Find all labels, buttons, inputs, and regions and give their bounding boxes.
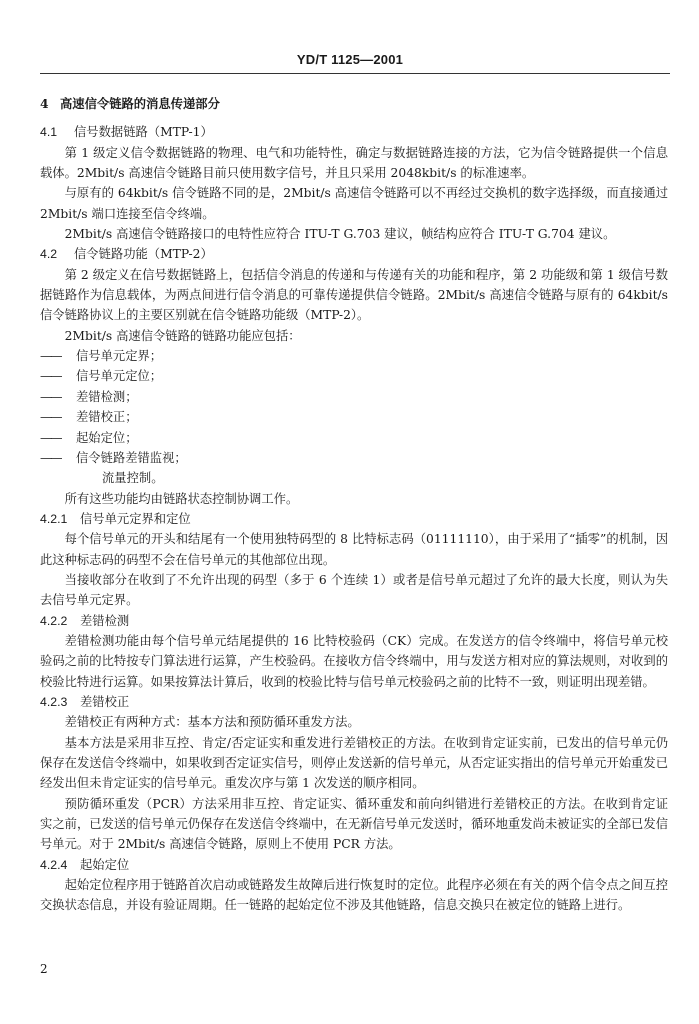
list-item-continuation: 流量控制。 xyxy=(102,471,164,486)
paragraph: 基本方法是采用非互控、肯定/否定证实和重发进行差错校正的方法。在收到肯定证实前，已发出的信号单元仍保存在发送信令终端中，如果收到否定证实信号，则停止发送新的信号单元，从否定证实指出的信号单元开始重发已经发出但未肯定证实的信号单元。重发次序与第 1 次发送的顺序相同。 xyxy=(40,735,668,791)
list-item: —— 起始定位； xyxy=(40,430,138,445)
page-number: 2 xyxy=(40,962,48,976)
section-heading-4-2-4: 4.2.4 起始定位 xyxy=(40,857,130,872)
section-heading-4-2: 4.2 信令链路功能（MTP-2） xyxy=(40,247,213,262)
paragraph: 差错检测功能由每个信号单元结尾提供的 16 比特校验码（CK）完成。在发送方的信令终端中，将信号单元校验码之前的比特按专门算法进行运算，产生校验码。在接收方信令终端中，用与发送方相对应的算法规则，对收到的校验比特进行运算。如果按算法计算后，收到的校验比特与信号单元校验码之前的比特不一致，则证明出现差错。 xyxy=(40,633,668,689)
paragraph: 第 2 级定义在信号数据链路上，包括信令消息的传递和与传递有关的功能和程序，第 2 功能级和第 1 级信号数据链路作为信息载体，为两点间进行信令消息的可靠传递提供信令链路。2Mbit/s 高速信令链路与原有的 64kbit/s 信令链路协议上的主要区别就在信令链路功能级（MTP-2）。 xyxy=(40,267,668,323)
list-item: —— 差错校正； xyxy=(40,410,138,425)
section-heading-4: 4 高速信令链路的消息传递部分 xyxy=(40,96,220,111)
document-body xyxy=(40,88,668,916)
paragraph: 2Mbit/s 高速信令链路接口的电特性应符合 ITU-T G.703 建议，帧结构应符合 ITU-T G.704 建议。 xyxy=(64,227,616,242)
paragraph: 2Mbit/s 高速信令链路的链路功能应包括： xyxy=(64,328,301,343)
paragraph: 所有这些功能均由链路状态控制协调工作。 xyxy=(64,491,299,506)
page-header xyxy=(0,0,699,82)
paragraph: 差错校正有两种方式：基本方法和预防循环重发方法。 xyxy=(64,715,360,730)
list-item: —— 信号单元定位； xyxy=(40,369,163,384)
paragraph: 起始定位程序用于链路首次启动或链路发生故障后进行恢复时的定位。此程序必须在有关的两个信令点之间互控交换状态信息，并设有验证周期。任一链路的起始定位不涉及其他链路，信息交换只在被定位的链路上进行。 xyxy=(40,878,668,913)
standard-code: YD/T 1125—2001 xyxy=(296,52,404,67)
list-item: —— 信令链路差错监视； xyxy=(40,450,187,465)
list-item: —— 差错检测； xyxy=(40,389,138,404)
section-heading-4-2-1: 4.2.1 信号单元定界和定位 xyxy=(40,511,191,526)
paragraph: 每个信号单元的开头和结尾有一个使用独特码型的 8 比特标志码（01111110），由于采用了“插零”的机制，因此这种标志码的码型不会在信号单元的其他部位出现。 xyxy=(40,532,668,567)
section-heading-4-2-3: 4.2.3 差错校正 xyxy=(40,694,130,709)
paragraph: 与原有的 64kbit/s 信令链路不同的是，2Mbit/s 高速信令链路可以不再经过交换机的数字选择级，而直接通过 2Mbit/s 端口连接至信令终端。 xyxy=(40,186,668,221)
section-heading-4-1: 4.1 信号数据链路（MTP-1） xyxy=(40,125,213,140)
paragraph: 当接收部分在收到了不允许出现的码型（多于 6 个连续 1）或者是信号单元超过了允许的最大长度，则认为失去信号单元定界。 xyxy=(40,572,668,608)
list-item: —— 信号单元定界； xyxy=(40,349,163,364)
paragraph: 第 1 级定义信令数据链路的物理、电气和功能特性，确定与数据链路连接的方法，它为信令链路提供一个信息载体。2Mbit/s 高速信令链路目前只使用数字信号，并且只采用 2048kbit/s 的标准速率。 xyxy=(40,145,668,181)
section-heading-4-2-2: 4.2.2 差错检测 xyxy=(40,613,130,628)
paragraph: 预防循环重发（PCR）方法采用非互控、肯定证实、循环重发和前向纠错进行差错校正的方法。在收到肯定证实之前，已发送的信号单元仍保存在发送信令终端中，在无新信号单元发送时，循环地重发尚未被证实的全部已发信号单元。对于 2Mbit/s 高速信令链路，原则上不使用 PCR 方法。 xyxy=(40,796,668,852)
header-rule xyxy=(40,73,670,74)
